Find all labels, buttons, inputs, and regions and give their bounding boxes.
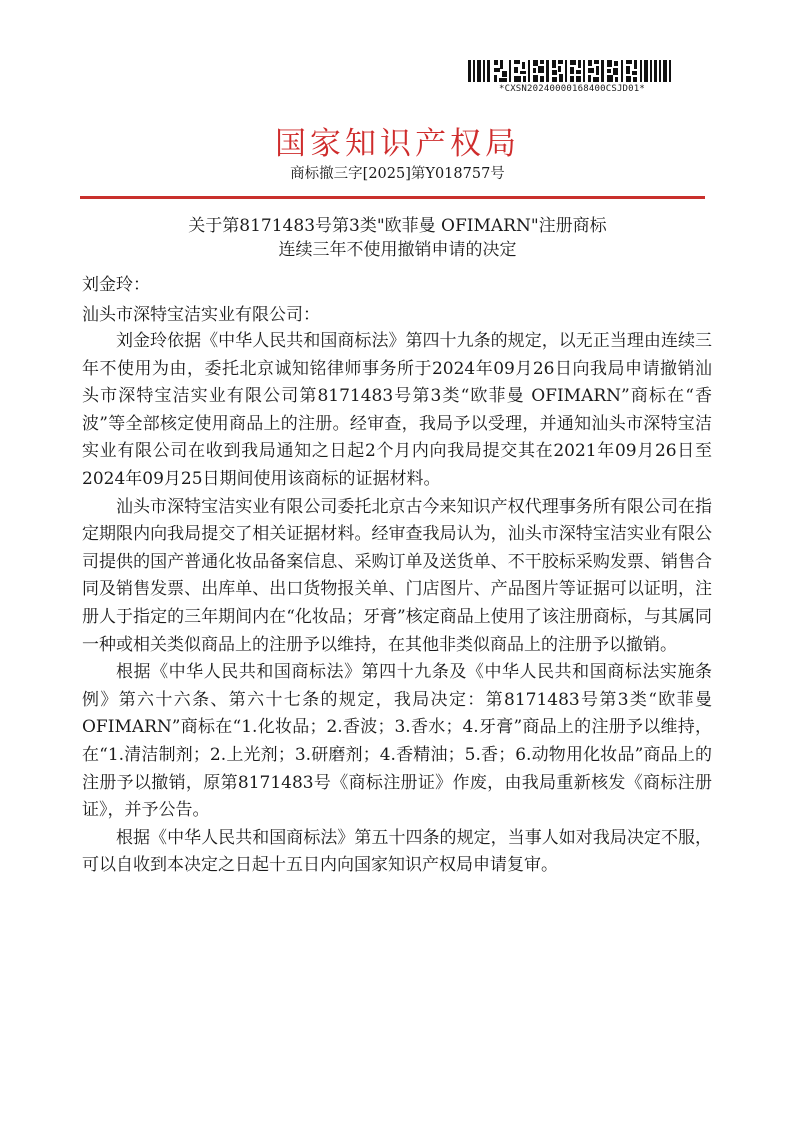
red-divider [80, 196, 705, 199]
paragraph-application: 刘金玲依据《中华人民共和国商标法》第四十九条的规定，以无正当理由连续三年不使用为由，委托北京诚知铭律师事务所于2024年09月26日向我局申请撤销汕头市深特宝洁实业有限公司第8171483号第3类“欧菲曼 OFIMARN”商标在“香波”等全部核定使用商品上的注册。经审查，我局予以受理，并通知汕头市深特宝洁实业有限公司在收到我局通知之日起2个月内向我局提交其在2021年09月26日至2024年09月25日期间使用该商标的证据材料。 [82, 331, 712, 489]
title-line-2: 连续三年不使用撤销申请的决定 [278, 240, 517, 260]
addressee-registrant: 汕头市深特宝洁实业有限公司： [82, 305, 320, 325]
document-number: 商标撤三字[2025]第Y018757号 [290, 166, 505, 182]
barcode [468, 58, 673, 84]
document-title [0, 214, 795, 262]
addressee-applicant: 刘金玲： [82, 275, 150, 295]
paragraph-evidence: 汕头市深特宝洁实业有限公司委托北京古今来知识产权代理事务所有限公司在指定期限内向我局提交了相关证据材料。经审查我局认为，汕头市深特宝洁实业有限公司提供的国产普通化妆品备案信息、采购订单及送货单、不干胶标采购发票、销售合同及销售发票、出库单、出口货物报关单、门店图片、产品图片等证据可以证明，注册人于指定的三年期间内在“化妆品；牙膏”核定商品上使用了该注册商标，与其属同一种或相关类似商品上的注册予以维持，在其他非类似商品上的注册予以撤销。 [82, 496, 712, 655]
agency-name: 国家知识产权局 [275, 126, 520, 162]
paragraph-appeal: 根据《中华人民共和国商标法》第五十四条的规定，当事人如对我局决定不服，可以自收到本决定之日起十五日内向国家知识产权局申请复审。 [82, 827, 712, 876]
decision-body [82, 328, 712, 880]
barcode-code: *CXSN20240000168400CSJD01* [498, 84, 646, 94]
paragraph-decision: 根据《中华人民共和国商标法》第四十九条及《中华人民共和国商标法实施条例》第六十六条、第六十七条的规定，我局决定：第8171483号第3类“欧菲曼 OFIMARN”商标在“1.化妆品；2.香波；3.香水；4.牙膏”商品上的注册予以维持，在“1.清洁制剂；2.上光剂；3.研磨剂；4.香精油；5.香；6.动物用化妆品”商品上的注册予以撤销，原第8171483号《商标注册证》作废，由我局重新核发《商标注册证》，并予公告。 [82, 662, 712, 821]
title-line-1: 关于第8171483号第3类"欧菲曼 OFIMARN"注册商标 [188, 216, 607, 236]
